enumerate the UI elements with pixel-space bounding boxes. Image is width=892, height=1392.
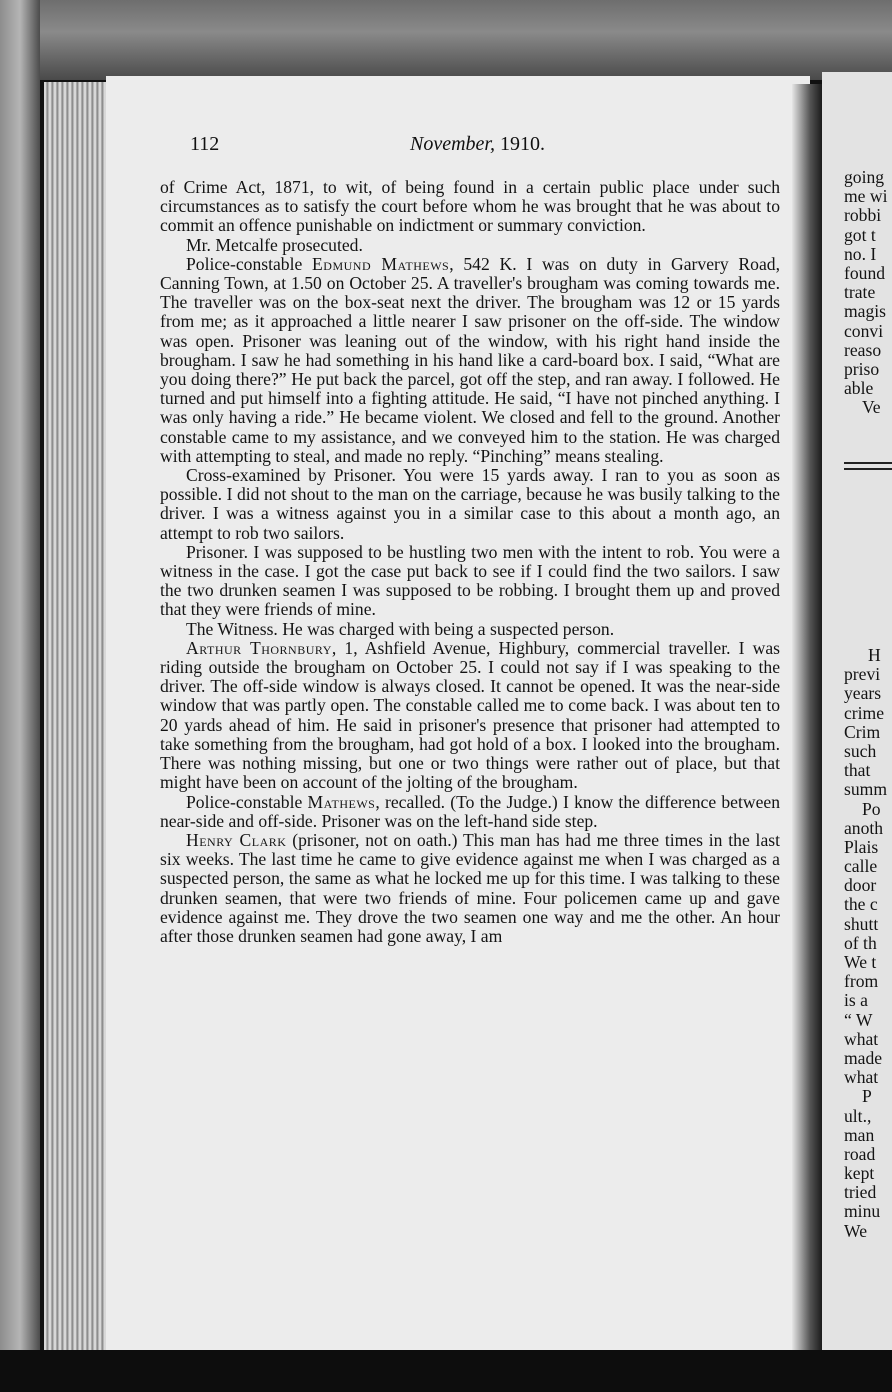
right-page-line: ult., xyxy=(844,1105,872,1126)
paragraph-prisoner: Prisoner. I was supposed to be hustling two men with the intent to rob. You were a witness in the case. I got the case put back to see if I could find the two sailors. I saw the two drunken seamen I was supposed to be robbing. I brought them up and proved that they were friends of mine. xyxy=(160,541,780,620)
right-page-line: me wi xyxy=(844,186,888,207)
prisoner-name: Henry Clark xyxy=(186,829,287,850)
scanner-bottom-edge xyxy=(0,1350,892,1392)
right-page-line: reaso xyxy=(844,339,882,360)
running-head-year: 1910. xyxy=(499,133,545,155)
page-header xyxy=(190,133,560,161)
right-page-line: “ W xyxy=(844,1009,873,1030)
right-page-line: from xyxy=(844,971,879,992)
testimony-text: , recalled. (To the Judge.) I know the difference between near-side and off-side. Prisoner was on the left-hand side step. xyxy=(160,791,780,831)
paragraph-mathews-testimony xyxy=(160,255,780,466)
right-page-line: that xyxy=(844,760,871,781)
running-head-month: November, xyxy=(410,133,495,155)
book-gutter xyxy=(792,84,822,1350)
right-page-line: such xyxy=(844,740,877,761)
right-page-line: is a xyxy=(844,990,868,1011)
right-page-line: going xyxy=(844,167,885,187)
testimony-text: (prisoner, not on oath.) This man has had me three times in the last six weeks. The last time he came to give evidence against me when I was charged as a suspected person, the same as what he locked me up for this time. I was talking to these drunken seamen, that were two friends of mine. Four policemen came up and gave evidence against me. They drove the two seamen one way and me the other. An hour after those drunken seamen had gone away, I am xyxy=(160,829,780,946)
paragraph-mathews-recalled xyxy=(160,793,780,831)
right-page-line: Ve xyxy=(862,397,881,418)
paragraph-cross-examination: Cross-examined by Prisoner. You were 15 yards away. I ran to you as soon as possible. I did not shout to the man on the carriage, because he was busily talking to the driver. I was a witness against you in a similar case to this about a month ago, an attempt to rob two sailors. xyxy=(160,465,780,543)
running-head xyxy=(410,133,545,156)
right-page-line: robbi xyxy=(844,205,882,226)
right-page-upper-text xyxy=(844,168,892,417)
paragraph-thornbury-testimony xyxy=(160,639,780,793)
right-page-line: convi xyxy=(844,320,884,341)
scanner-left-edge xyxy=(0,0,40,1392)
right-page-line: P xyxy=(862,1086,872,1107)
right-page-line: summ xyxy=(844,779,888,800)
page-number: 112 xyxy=(190,133,220,155)
paragraph-clark-statement xyxy=(160,831,780,946)
section-divider-rule xyxy=(844,468,892,470)
paragraph-continuation: of Crime Act, 1871, to wit, of being found in a certain public place under such circumstances as to satisfy the court before whom he was brought that he was about to commit an offence punishable on indictment or summary conviction. xyxy=(160,177,780,236)
testimony-text: , 542 K. I was on duty in Garvery Road, Canning Town, at 1.50 on October 25. A traveller's brougham was coming towards me. The traveller was on the box-seat next the driver. The brougham was 12 or 15 yards from me; as it approached a little nearer I saw prisoner on the off-side. The window was open. Prisoner was leaning out of the window, with his right hand inside the brougham. I saw he had something in his hand like a card-board box. I said, “What are you doing there?” He put back the parcel, got off the step, and ran away. I followed. He turned and put himself into a fighting attitude. He said, “I have not pinched anything. I was only having a ride.” He became violent. We closed and fell to the ground. Another constable came to my assistance, and we conveyed him to the station. He was charged with attempting to steal, and made no reply. “Pinching” means stealing. xyxy=(160,253,780,466)
paragraph-witness: The Witness. He was charged with being a suspected person. xyxy=(186,618,615,639)
right-page-line: Crim xyxy=(844,721,881,742)
witness-name: Edmund Mathews xyxy=(312,253,450,274)
right-page-line: We t xyxy=(844,952,877,972)
scanner-top-edge xyxy=(0,0,892,80)
right-page-line: able xyxy=(844,378,874,399)
right-page-line: Po xyxy=(862,798,881,819)
book-page-edges xyxy=(44,82,108,1352)
right-page-line: tried xyxy=(844,1182,877,1203)
right-page-line: trate xyxy=(844,282,876,303)
right-page-line: of th xyxy=(844,932,877,953)
right-page-line: found xyxy=(844,262,886,283)
right-page-line: made xyxy=(844,1047,883,1068)
right-page-line: calle xyxy=(844,856,878,877)
right-page-line: minu xyxy=(844,1201,881,1222)
right-page-line: kept xyxy=(844,1163,875,1184)
right-page-lower-text xyxy=(844,646,892,1241)
right-page-line: years xyxy=(844,683,882,704)
right-page-line: Plais xyxy=(844,836,879,857)
right-page-line: no. I xyxy=(844,243,877,264)
right-page-line: previ xyxy=(844,664,881,685)
right-page-line: got t xyxy=(844,224,876,245)
right-page-line: crime xyxy=(844,702,885,723)
right-page-line: what xyxy=(844,1067,879,1088)
section-divider-rule xyxy=(844,462,892,464)
witness-name: Arthur Thornbury xyxy=(186,637,332,658)
right-page-line: shutt xyxy=(844,913,879,934)
lead-in: Police-constable xyxy=(186,253,313,274)
right-page-fragment xyxy=(822,72,892,1362)
right-page-line: the c xyxy=(844,894,878,915)
witness-name: Mathews xyxy=(307,791,376,812)
lead-in: Police-constable xyxy=(186,791,308,812)
right-page-line: what xyxy=(844,1028,879,1049)
paragraph-prosecution: Mr. Metcalfe prosecuted. xyxy=(186,234,363,255)
right-page-line: priso xyxy=(844,358,880,379)
right-page-line: man xyxy=(844,1124,875,1145)
page-body xyxy=(160,178,780,946)
right-page-line: door xyxy=(844,875,877,896)
right-page-line: magis xyxy=(844,301,887,322)
right-page-line: anoth xyxy=(844,817,884,838)
right-page-line: road xyxy=(844,1143,876,1164)
right-page-line: H xyxy=(868,645,881,665)
right-page-line: We xyxy=(844,1220,868,1241)
testimony-text: , 1, Ashfield Avenue, Highbury, commercial traveller. I was riding outside the brougham on October 25. I could not say if I was speaking to the driver. The off-side window is always closed. It cannot be opened. It was the near-side window that was partly open. The constable called me to come back. I was about ten to 20 yards ahead of him. He said in prisoner's presence that prisoner had attempted to take something from the brougham, had got hold of a box. I looked into the brougham. There was nothing missing, but one or two things were rather out of place, but that might have been on account of the jolting of the brougham. xyxy=(160,637,780,793)
